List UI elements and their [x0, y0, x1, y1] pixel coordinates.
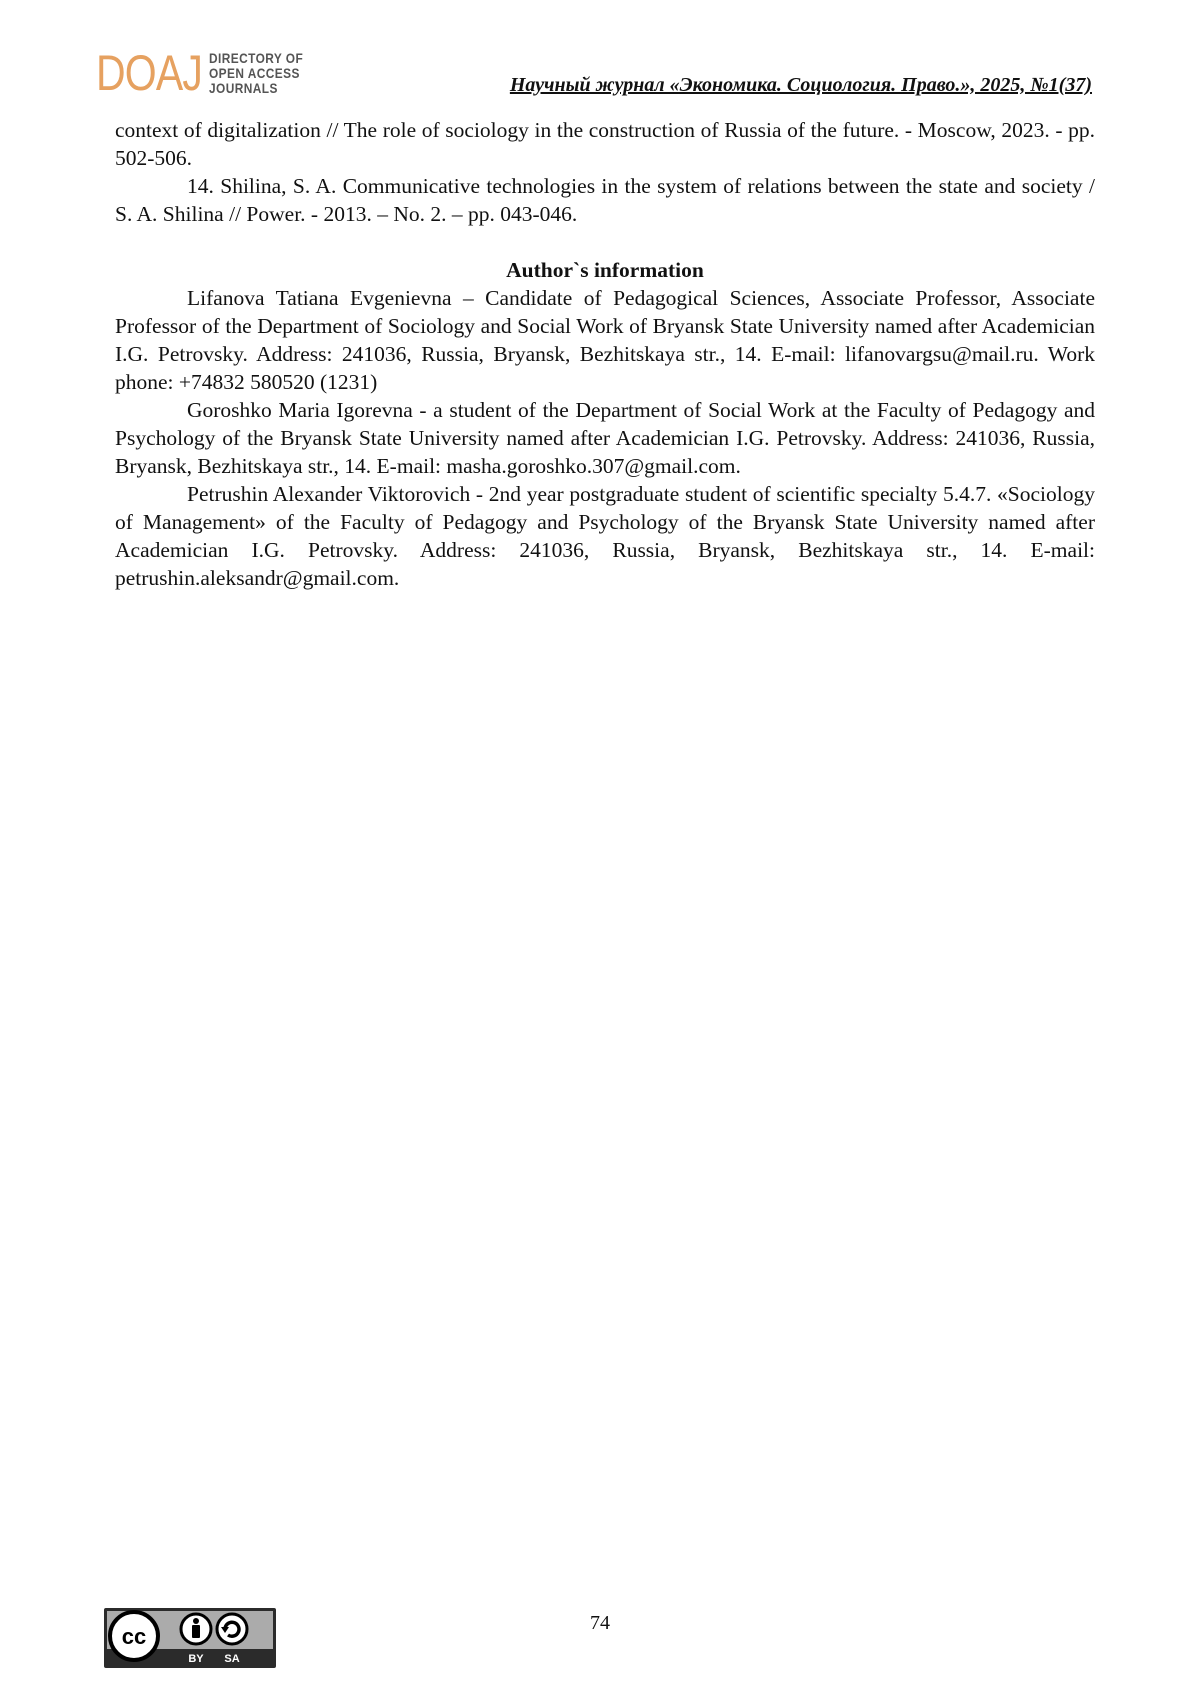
doaj-logo-line-1: DIRECTORY OF	[209, 49, 304, 66]
license-by-label: BY	[188, 1653, 204, 1665]
journal-running-head: Научный журнал «Экономика. Социология. Право.», 2025, №1(37)	[509, 74, 1092, 96]
page-content	[115, 116, 1095, 592]
author-info-lifanova: Lifanova Tatiana Evgenievna – Candidate of Pedagogical Sciences, Associate Professor, Associate Professor of the Department of Sociology and Social Work of Bryansk State University named after Academician I.G. Petrovsky. Address: 241036, Russia, Bryansk, Bezhitskaya str., 14. E-mail: lifanovargsu@mail.ru. Work phone: +74832 580520 (1231)	[115, 286, 1095, 394]
doaj-logo-text	[209, 51, 303, 96]
doaj-logo-line-2: OPEN ACCESS	[209, 64, 301, 81]
reference-continuation: context of digitalization // The role of sociology in the construction of Russia of the future. - Moscow, 2023. - pp. 502-506.	[115, 118, 1095, 170]
reference-14: 14. Shilina, S. A. Communicative technologies in the system of relations between the state and society / S. A. Shilina // Power. - 2013. – No. 2. – pp. 043-046.	[115, 174, 1095, 226]
doaj-logo	[96, 45, 320, 101]
authors-heading: Author`s information	[506, 258, 704, 282]
doaj-logo-mark: DOAJ	[96, 45, 203, 101]
license-sa-label: SA	[224, 1653, 240, 1665]
author-info-goroshko: Goroshko Maria Igorevna - a student of the Department of Social Work at the Faculty of Pedagogy and Psychology of the Bryansk State University named after Academician I.G. Petrovsky. Address: 241036, Russia, Bryansk, Bezhitskaya str., 14. E-mail: masha.goroshko.307@gmail.com.	[115, 398, 1095, 478]
author-info-petrushin: Petrushin Alexander Viktorovich - 2nd year postgraduate student of scientific specialty 5.4.7. «Sociology of Management» of the Faculty of Pedagogy and Psychology of the Bryansk State University named after Academician I.G. Petrovsky. Address: 241036, Russia, Bryansk, Bezhitskaya str., 14. E-mail: petrushin.aleksandr@gmail.com.	[115, 482, 1095, 590]
doaj-logo-line-3: JOURNALS	[209, 79, 279, 96]
page-number: 74	[590, 1612, 610, 1634]
cc-icon-label: cc	[121, 1624, 147, 1649]
